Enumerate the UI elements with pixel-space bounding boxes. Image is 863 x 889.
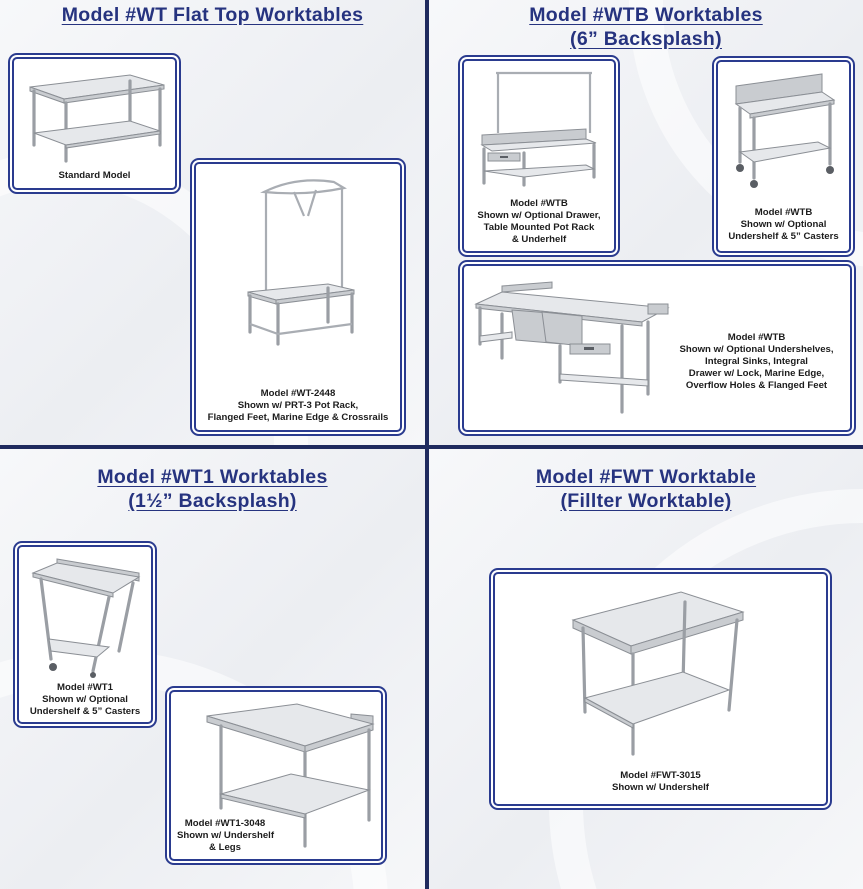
- product-card-wtb-casters: [716, 60, 851, 253]
- worktable-image: [22, 67, 172, 167]
- caption-line: Model #WT1-3048: [184, 818, 266, 829]
- section-title-wt: Model #WT Flat Top Worktables: [61, 4, 364, 26]
- worktable-pot-rack-image: [236, 174, 366, 359]
- caption-line: Shown w/ Optional: [42, 694, 128, 705]
- section-title-fwt: Model #FWT Worktable (Fillter Worktable): [535, 466, 757, 512]
- caption-line: Drawer w/ Lock, Marine Edge,: [688, 368, 825, 379]
- worktable-fwt-image: [567, 588, 747, 758]
- caption-line: Shown w/ Optional Undershelves,: [679, 344, 834, 355]
- caption-line: & Legs: [209, 842, 241, 853]
- section-title-wtb: Model #WTB Worktables (6” Backsplash): [529, 4, 763, 50]
- horizontal-divider: [0, 445, 863, 449]
- worktable-drawer-rack-image: [474, 69, 604, 187]
- worktable-wt1-casters-image: [29, 555, 143, 677]
- caption-line: Integral Sinks, Integral: [705, 356, 808, 367]
- caption-line: Standard Model: [58, 170, 131, 181]
- caption-line: Overflow Holes & Flanged Feet: [685, 380, 828, 391]
- caption-line: Flanged Feet, Marine Edge & Crossrails: [207, 412, 389, 423]
- caption-line: Model #WT1: [57, 682, 113, 693]
- caption-line: Model #WTB: [510, 198, 568, 209]
- worktable-sinks-image: [472, 274, 670, 422]
- caption-line: Shown w/ Optional: [740, 219, 827, 230]
- caption-line: Model #WT-2448: [260, 388, 336, 399]
- caption-line: Shown w/ Optional Drawer,: [477, 210, 601, 221]
- caption-line: Undershelf & 5” Casters: [29, 706, 141, 717]
- caption-line: Shown w/ Undershelf: [611, 782, 709, 793]
- product-card-fwt-3015: [493, 572, 828, 806]
- product-card-wt1-3048: [169, 690, 383, 861]
- caption-line: & Underhelf: [511, 234, 567, 245]
- caption-line: Model #FWT-3015: [620, 770, 701, 781]
- section-title-wt1: Model #WT1 Worktables (1½” Backsplash): [97, 466, 328, 512]
- product-card-wtb-pot-rack: [462, 59, 616, 253]
- product-card-wt-standard: [12, 57, 177, 190]
- caption-line: Undershelf & 5” Casters: [728, 231, 839, 242]
- caption-line: Table Mounted Pot Rack: [483, 222, 595, 233]
- product-card-wt-2448: [194, 162, 402, 432]
- caption-line: Model #WTB: [727, 332, 786, 343]
- product-card-wtb-sinks: [462, 264, 852, 432]
- worktable-casters-image: [730, 70, 840, 192]
- caption-line: Model #WTB: [754, 207, 813, 218]
- caption-line: Shown w/ PRT-3 Pot Rack,: [237, 400, 359, 411]
- caption-line: Shown w/ Undershelf: [177, 830, 275, 841]
- product-card-wt1-casters: [17, 545, 153, 724]
